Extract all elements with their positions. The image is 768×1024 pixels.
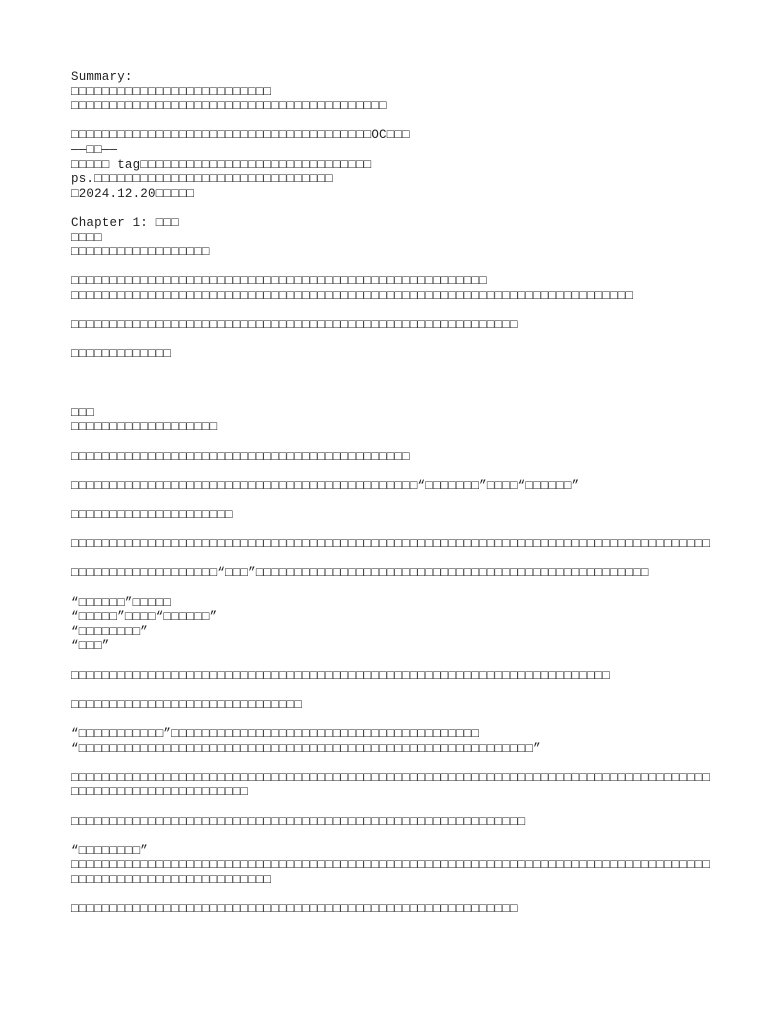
section-title: □□□	[71, 405, 95, 420]
paragraph-gap	[71, 654, 711, 669]
paragraph: □□□□□□□□□□□□□□□□□□□□□□□□□□□□□□□□□□□□□□□□□□□□□□□□□□□□□□□□□□□□□□□□□□□□□□	[71, 668, 611, 683]
dialogue-line: “□□□□□□□□”	[71, 624, 149, 639]
dialogue-line: “□□□□□□□□”	[71, 843, 149, 858]
paragraph-gap	[71, 114, 711, 129]
document-page	[71, 70, 711, 917]
summary-date-line: □2024.12.20□□□□□	[71, 186, 195, 201]
paragraph: □□□□□□□□□□□□□□□□□□□□□□□□□□□□□□□□□□□□□□□□□□□□	[71, 449, 410, 464]
summary-line: □□□□□□□□□□□□□□□□□□□□□□□□□□	[71, 84, 272, 99]
paragraph-gap	[71, 523, 711, 538]
paragraph-gap	[71, 333, 711, 348]
chapter-subheading: □□□□	[71, 230, 102, 245]
summary-heading: Summary:	[71, 70, 133, 84]
dialogue-line: “□□□”	[71, 639, 110, 654]
summary-line: □□□□□□□□□□□□□□□□□□□□□□□□□□□□□□□□□□□□□□□□□	[71, 99, 387, 114]
paragraph-gap	[71, 887, 711, 902]
paragraph: □□□□□□□□□□□□□□□□□□□“□□□”□□□□□□□□□□□□□□□□□□□□□□□□□□□□□□□□□□□□□□□□□□□□□□□□□□□	[71, 566, 649, 581]
summary-divider: ——□□——	[71, 142, 118, 157]
summary-line: ps.□□□□□□□□□□□□□□□□□□□□□□□□□□□□□□□	[71, 172, 333, 187]
paragraph-gap	[71, 800, 711, 815]
paragraph: □□□□□□□□□□□□□□□□□□□□□□□□□□□□□□□□□□□□□□□□□□□□□□□□□□□□□□□□□□	[71, 902, 518, 917]
paragraph: □□□□□□□□□□□□□□□□□□□□□□□□□□□□□□□□□□□□□□□□□□□□□“□□□□□□□”□□□□“□□□□□□”	[71, 478, 580, 493]
paragraph-gap	[71, 712, 711, 727]
paragraph-gap	[71, 552, 711, 567]
paragraph-gap	[71, 304, 711, 319]
paragraph: □□□□□□□□□□□□□□□□□□□□□□□□□□□□□□□□□□□□□□□□□□□□□□□□□□□□□□□□□□□□□□□□□□□□□□□□□□□□□□□□□□□□□□□□□□□□□□□□□□□□□□□□□□	[71, 770, 711, 800]
section-gap	[71, 362, 711, 406]
paragraph: □□□□□□□□□□□□□□□□□□□□□□□□□□□□□□	[71, 697, 303, 712]
paragraph-gap	[71, 581, 711, 596]
summary-line: □□□□□ tag□□□□□□□□□□□□□□□□□□□□□□□□□□□□□□	[71, 157, 372, 172]
dialogue-line: “□□□□□□□□□□□”□□□□□□□□□□□□□□□□□□□□□□□□□□□□□□□□□□□□□□□□	[71, 726, 480, 741]
paragraph: □□□□□□□□□□□□□□□□□□□□□□□□□□□□□□□□□□□□□□□□□□□□□□□□□□□□□□	[71, 274, 487, 289]
dialogue-line: “□□□□□□”□□□□□	[71, 595, 172, 610]
paragraph: □□□□□□□□□□□□□□□□□□□□□□□□□□□□□□□□□□□□□□□□□□□□□□□□□□□□□□□□□□	[71, 318, 518, 333]
paragraph-gap	[71, 435, 711, 450]
paragraph-gap	[71, 493, 711, 508]
paragraph: □□□□□□□□□□□□□□□□□□□□□□□□□□□□□□□□□□□□□□□□□□□□□□□□□□□□□□□□□□□□□□□□□□□□□□□□□□□□□□□□□□□□□□□□□□□□□□□□□□□□□□□□□□□□□	[71, 858, 711, 887]
paragraph-gap	[71, 829, 711, 844]
chapter-subheading: □□□□□□□□□□□□□□□□□□	[71, 245, 210, 260]
section-subtitle: □□□□□□□□□□□□□□□□□□□	[71, 420, 218, 435]
paragraph-gap	[71, 464, 711, 479]
paragraph: □□□□□□□□□□□□□□□□□□□□□□□□□□□□□□□□□□□□□□□□□□□□□□□□□□□□□□□□□□□□□□□□□□□□□□□□□□□□□□□□□□□	[71, 537, 711, 552]
paragraph-gap	[71, 201, 711, 216]
paragraph: □□□□□□□□□□□□□□□□□□□□□	[71, 508, 233, 523]
paragraph-gap	[71, 683, 711, 698]
paragraph: □□□□□□□□□□□□□□□□□□□□□□□□□□□□□□□□□□□□□□□□□□□□□□□□□□□□□□□□□□□□□□□□□□□□□□□□□	[71, 288, 634, 303]
paragraph: □□□□□□□□□□□□□	[71, 347, 172, 362]
dialogue-line: “□□□□□”□□□□“□□□□□□”	[71, 610, 218, 625]
chapter-heading: Chapter 1: □□□	[71, 215, 179, 230]
dialogue-line: “□□□□□□□□□□□□□□□□□□□□□□□□□□□□□□□□□□□□□□□□□□□□□□□□□□□□□□□□□□□”	[71, 741, 541, 756]
paragraph-gap	[71, 756, 711, 771]
paragraph-gap	[71, 260, 711, 275]
summary-line: □□□□□□□□□□□□□□□□□□□□□□□□□□□□□□□□□□□□□□□OC□□□	[71, 128, 410, 143]
paragraph: □□□□□□□□□□□□□□□□□□□□□□□□□□□□□□□□□□□□□□□□□□□□□□□□□□□□□□□□□□□	[71, 814, 526, 829]
